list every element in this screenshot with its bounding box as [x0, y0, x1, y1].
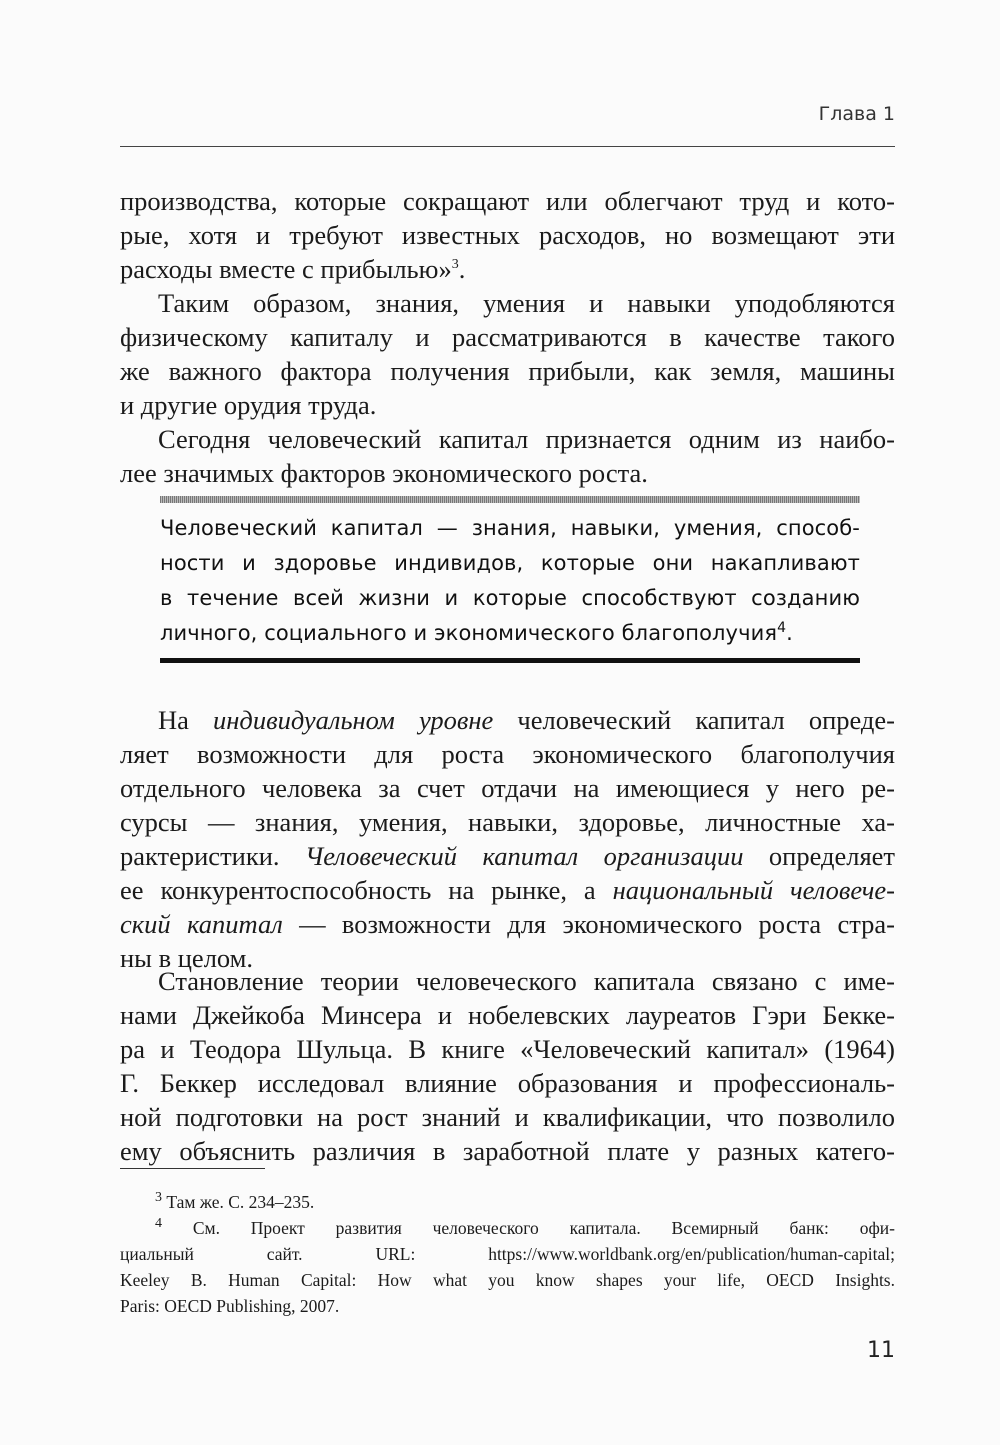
text-line: ему объяснить различия в заработной плате у разных катего- [120, 1136, 895, 1166]
page-number: 11 [867, 1338, 895, 1363]
emphasis: индивидуальном уровне [213, 705, 494, 735]
paragraph [120, 422, 895, 490]
text-line: же важного фактора получения прибыли, как земля, машины [120, 356, 895, 386]
text-line: На индивидуальном уровне человеческий капитал опреде- [158, 705, 895, 735]
text-line: ра и Теодора Шульца. В книге «Человеческий капитал» (1964) [120, 1034, 895, 1064]
footnote-number: 3 [155, 1190, 162, 1206]
paragraph [120, 964, 895, 1168]
text-line: ее конкурентоспособность на рынке, а национальный человече- [120, 875, 895, 905]
text-line: ляет возможности для роста экономического благополучия [120, 739, 895, 769]
paragraph-continuation [120, 184, 895, 286]
text-line: Г. Беккер исследовал влияние образования и профессиональ- [120, 1068, 895, 1098]
footnote-rule [120, 1168, 265, 1169]
footnote-ref: 3 [451, 257, 459, 273]
text-line: сурсы — знания, умения, навыки, здоровье, личностные ха- [120, 807, 895, 837]
text-line: ной подготовки на рост знаний и квалификации, что позволило [120, 1102, 895, 1132]
footnote-number: 4 [155, 1216, 162, 1232]
definition-bottom-rule [160, 658, 860, 663]
text-line: Сегодня человеческий капитал признается одним из наибо- [158, 424, 895, 454]
text-line: отдельного человека за счет отдачи на имеющиеся у него ре- [120, 773, 895, 803]
paragraph [120, 286, 895, 422]
text-line: ны в целом. [120, 943, 254, 973]
text-line: Человеческий капитал — знания, навыки, умения, способ- [160, 516, 860, 540]
paragraph [120, 703, 895, 975]
text-line: Таким образом, знания, умения и навыки уподобляются [158, 288, 895, 318]
text-line: рактеристики. Человеческий капитал организации определяет [120, 841, 895, 871]
footnote-line: циальный сайт. URL: https://www.worldbank.org/en/publication/human-capital; [120, 1244, 895, 1264]
text-line: ности и здоровье индивидов, которые они накапливают [160, 551, 860, 575]
emphasis: ский капитал [120, 909, 283, 939]
footnote-line: Keeley B. Human Capital: How what you know shapes your life, OECD Insights. [120, 1270, 895, 1290]
footnotes [120, 1189, 895, 1319]
footnote-line: Paris: OECD Publishing, 2007. [120, 1296, 340, 1316]
header-rule [120, 146, 895, 147]
footnote-ref: 4 [777, 620, 787, 636]
running-header: Глава 1 [818, 103, 895, 125]
text-line: физическому капиталу и рассматриваются в качестве такого [120, 322, 895, 352]
text-line: нами Джейкоба Минсера и нобелевских лауреатов Гэри Бекке- [120, 1000, 895, 1030]
text-line: в течение всей жизни и которые способствуют созданию [160, 586, 860, 610]
footnote: $^4$ См. Проект развития человеческого капитала. Всемирный банк: офи- [155, 1216, 895, 1238]
definition-top-rule [160, 496, 860, 503]
text-line: Становление теории человеческого капитала связано с име- [158, 966, 895, 996]
text-line: личного, социального и экономического благополучия$^4$. [160, 620, 793, 645]
text-line: расходы вместе с прибылью»$^3$. [120, 254, 466, 284]
emphasis: национальный человече- [612, 875, 895, 905]
footnote: $^3$ Там же. С. 234–235. [155, 1190, 315, 1212]
text-line: ский капитал — возможности для экономического роста стра- [120, 909, 895, 939]
text-line: лее значимых факторов экономического роста. [120, 458, 648, 488]
text-line: и другие орудия труда. [120, 390, 377, 420]
emphasis: Человеческий капитал организации [304, 841, 744, 871]
definition-box [160, 511, 860, 651]
text-line: производства, которые сокращают или облегчают труд и кото- [120, 186, 895, 216]
text-line: рые, хотя и требуют известных расходов, но возмещают эти [120, 220, 895, 250]
